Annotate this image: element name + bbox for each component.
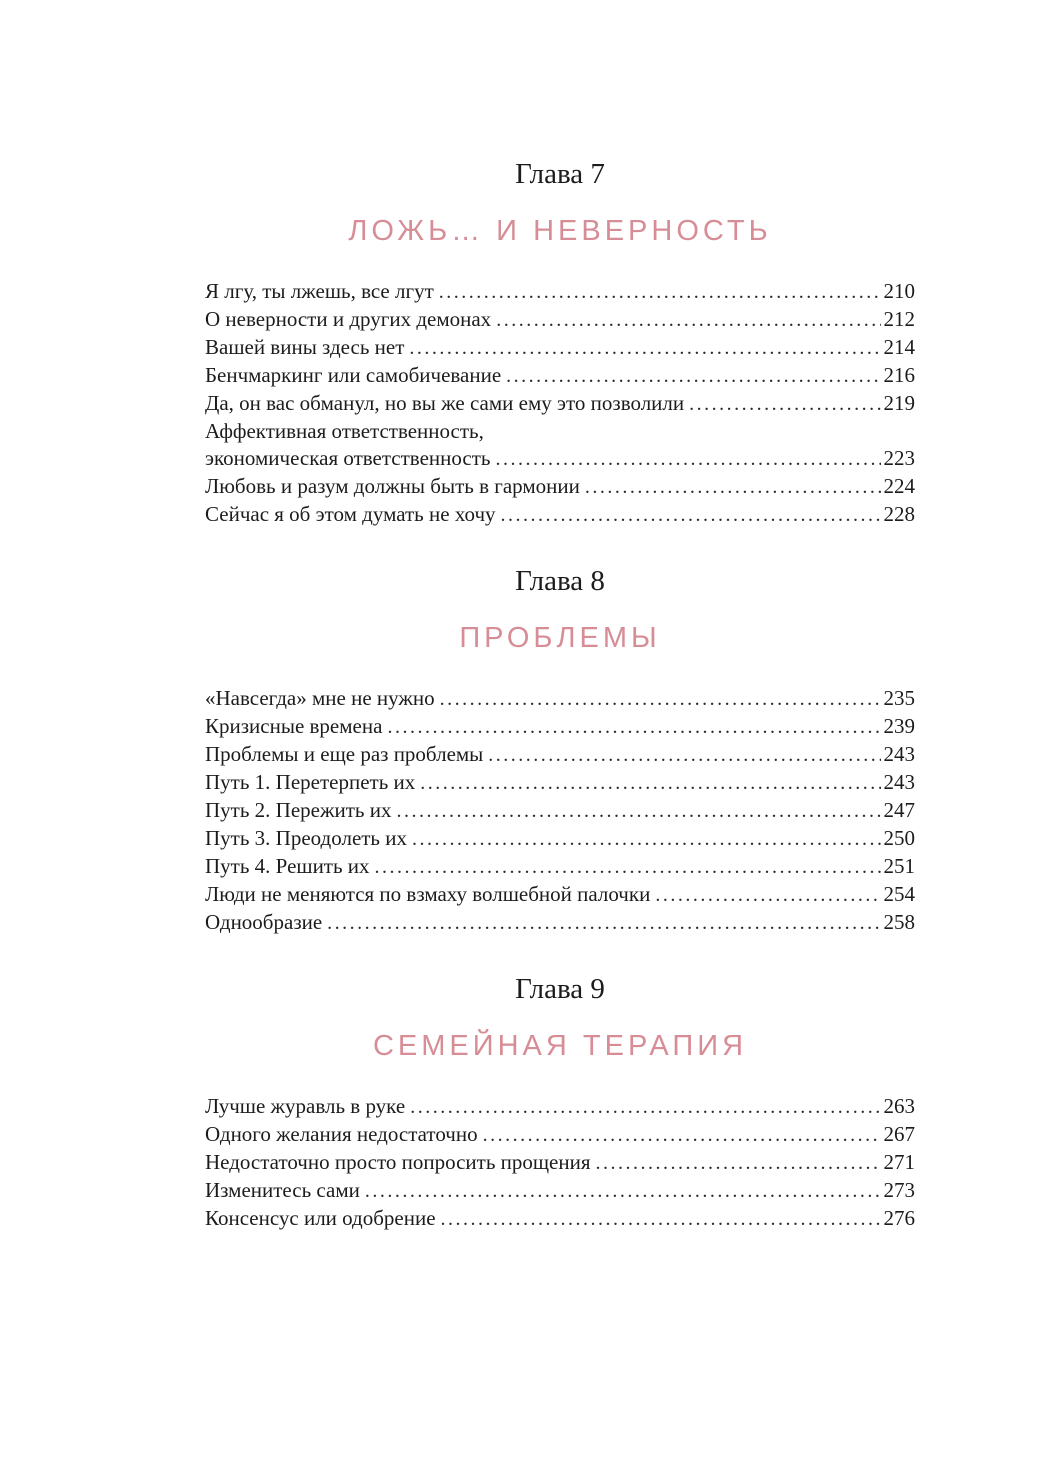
chapter-section <box>205 975 915 1233</box>
toc-entry <box>205 362 915 390</box>
toc-entry-title: Путь 3. Преодолеть их <box>205 826 408 850</box>
toc-entry-page-number: 219 <box>883 391 915 415</box>
toc-entry-title: Путь 1. Перетерпеть их <box>205 770 416 794</box>
toc-entry-page-number: 224 <box>883 474 915 498</box>
toc-entry-page-number: 212 <box>883 307 915 331</box>
toc-entry-title: Изменитесь сами <box>205 1178 360 1202</box>
dot-leader <box>410 1093 880 1121</box>
toc-entry <box>205 334 915 362</box>
dot-leader <box>441 1205 881 1233</box>
chapter-entries <box>205 1093 915 1233</box>
toc-entry-title: Люди не меняются по взмаху волшебной палочки <box>205 882 651 906</box>
dot-leader <box>387 713 880 741</box>
dot-leader <box>501 501 881 529</box>
toc-entry <box>205 741 915 769</box>
dot-leader <box>488 741 880 769</box>
chapter-title: ЛОЖЬ… И НЕВЕРНОСТЬ <box>348 215 772 247</box>
dot-leader <box>420 769 880 797</box>
toc-entry-page-number: 214 <box>883 335 915 359</box>
table-of-contents <box>205 160 915 1233</box>
toc-entry <box>205 909 915 937</box>
toc-entry-title: Аффективная ответственность, <box>205 419 484 443</box>
dot-leader <box>689 390 880 418</box>
dot-leader <box>655 881 880 909</box>
toc-entry-page-number: 243 <box>883 742 915 766</box>
toc-entry-page-number: 223 <box>883 446 915 470</box>
dot-leader <box>396 797 880 825</box>
dot-leader <box>483 1121 881 1149</box>
toc-entry-title: Недостаточно просто попросить прощения <box>205 1150 591 1174</box>
chapter-title: ПРОБЛЕМЫ <box>459 622 661 654</box>
toc-entry-page-number: 239 <box>883 714 915 738</box>
toc-entry-title: Проблемы и еще раз проблемы <box>205 742 484 766</box>
toc-entry-page-number: 267 <box>883 1122 915 1146</box>
dot-leader <box>409 334 880 362</box>
toc-entry <box>205 278 915 306</box>
dot-leader <box>506 362 880 390</box>
toc-entry-title: О неверности и других демонах <box>205 307 492 331</box>
chapter-section <box>205 160 915 529</box>
toc-entry <box>205 713 915 741</box>
chapter-label: Глава 9 <box>515 973 605 1005</box>
chapter-entries <box>205 685 915 937</box>
dot-leader <box>496 445 881 473</box>
toc-entry-page-number: 228 <box>883 502 915 526</box>
dot-leader <box>439 278 881 306</box>
toc-entry-page-number: 273 <box>883 1178 915 1202</box>
toc-entry <box>205 825 915 853</box>
chapter-title: СЕМЕЙНАЯ ТЕРАПИЯ <box>372 1030 748 1062</box>
toc-entry-title: Путь 4. Решить их <box>205 854 370 878</box>
toc-entry-page-number: 276 <box>883 1206 915 1230</box>
toc-entry <box>205 418 915 445</box>
toc-entry <box>205 1093 915 1121</box>
toc-entry-title: «Навсегда» мне не нужно <box>205 686 435 710</box>
toc-entry-page-number: 258 <box>883 910 915 934</box>
toc-entry <box>205 1177 915 1205</box>
toc-entry-title: Бенчмаркинг или самобичевание <box>205 363 502 387</box>
toc-entry-page-number: 210 <box>883 279 915 303</box>
dot-leader <box>440 685 881 713</box>
dot-leader <box>496 306 880 334</box>
toc-entry <box>205 473 915 501</box>
toc-entry-title: Я лгу, ты лжешь, все лгут <box>205 279 434 303</box>
toc-entry-title: Да, он вас обманул, но вы же сами ему это позволили <box>205 391 685 415</box>
chapter-entries <box>205 278 915 529</box>
toc-entry <box>205 769 915 797</box>
toc-entry <box>205 1149 915 1177</box>
toc-entry <box>205 853 915 881</box>
toc-entry-page-number: 235 <box>883 686 915 710</box>
toc-entry-page-number: 254 <box>883 882 915 906</box>
toc-entry-title: Любовь и разум должны быть в гармонии <box>205 474 580 498</box>
toc-entry-page-number: 251 <box>883 854 915 878</box>
toc-entry <box>205 797 915 825</box>
toc-entry-page-number: 243 <box>883 770 915 794</box>
toc-entry-page-number: 247 <box>883 798 915 822</box>
toc-entry <box>205 1205 915 1233</box>
toc-entry <box>205 445 915 473</box>
toc-entry <box>205 1121 915 1149</box>
toc-entry-page-number: 250 <box>883 826 915 850</box>
toc-entry-title: Лучше журавль в руке <box>205 1094 406 1118</box>
toc-entry <box>205 306 915 334</box>
toc-entry-title: экономическая ответственность <box>205 446 491 470</box>
dot-leader <box>327 909 880 937</box>
toc-entry <box>205 501 915 529</box>
toc-entry <box>205 390 915 418</box>
toc-entry-title: Одного желания недостаточно <box>205 1122 478 1146</box>
toc-entry-page-number: 263 <box>883 1094 915 1118</box>
toc-entry-page-number: 216 <box>883 363 915 387</box>
chapter-section <box>205 567 915 937</box>
dot-leader <box>596 1149 881 1177</box>
toc-entry-title: Консенсус или одобрение <box>205 1206 436 1230</box>
toc-entry-page-number: 271 <box>883 1150 915 1174</box>
toc-entry-title: Однообразие <box>205 910 323 934</box>
dot-leader <box>585 473 881 501</box>
toc-entry-title: Путь 2. Пережить их <box>205 798 392 822</box>
chapter-label: Глава 8 <box>515 565 605 597</box>
dot-leader <box>375 853 881 881</box>
toc-entry <box>205 685 915 713</box>
toc-entry-title: Вашей вины здесь нет <box>205 335 405 359</box>
toc-entry <box>205 881 915 909</box>
dot-leader <box>412 825 880 853</box>
toc-entry-title: Кризисные времена <box>205 714 383 738</box>
toc-entry-title: Сейчас я об этом думать не хочу <box>205 502 496 526</box>
chapter-label: Глава 7 <box>515 158 605 190</box>
dot-leader <box>365 1177 881 1205</box>
